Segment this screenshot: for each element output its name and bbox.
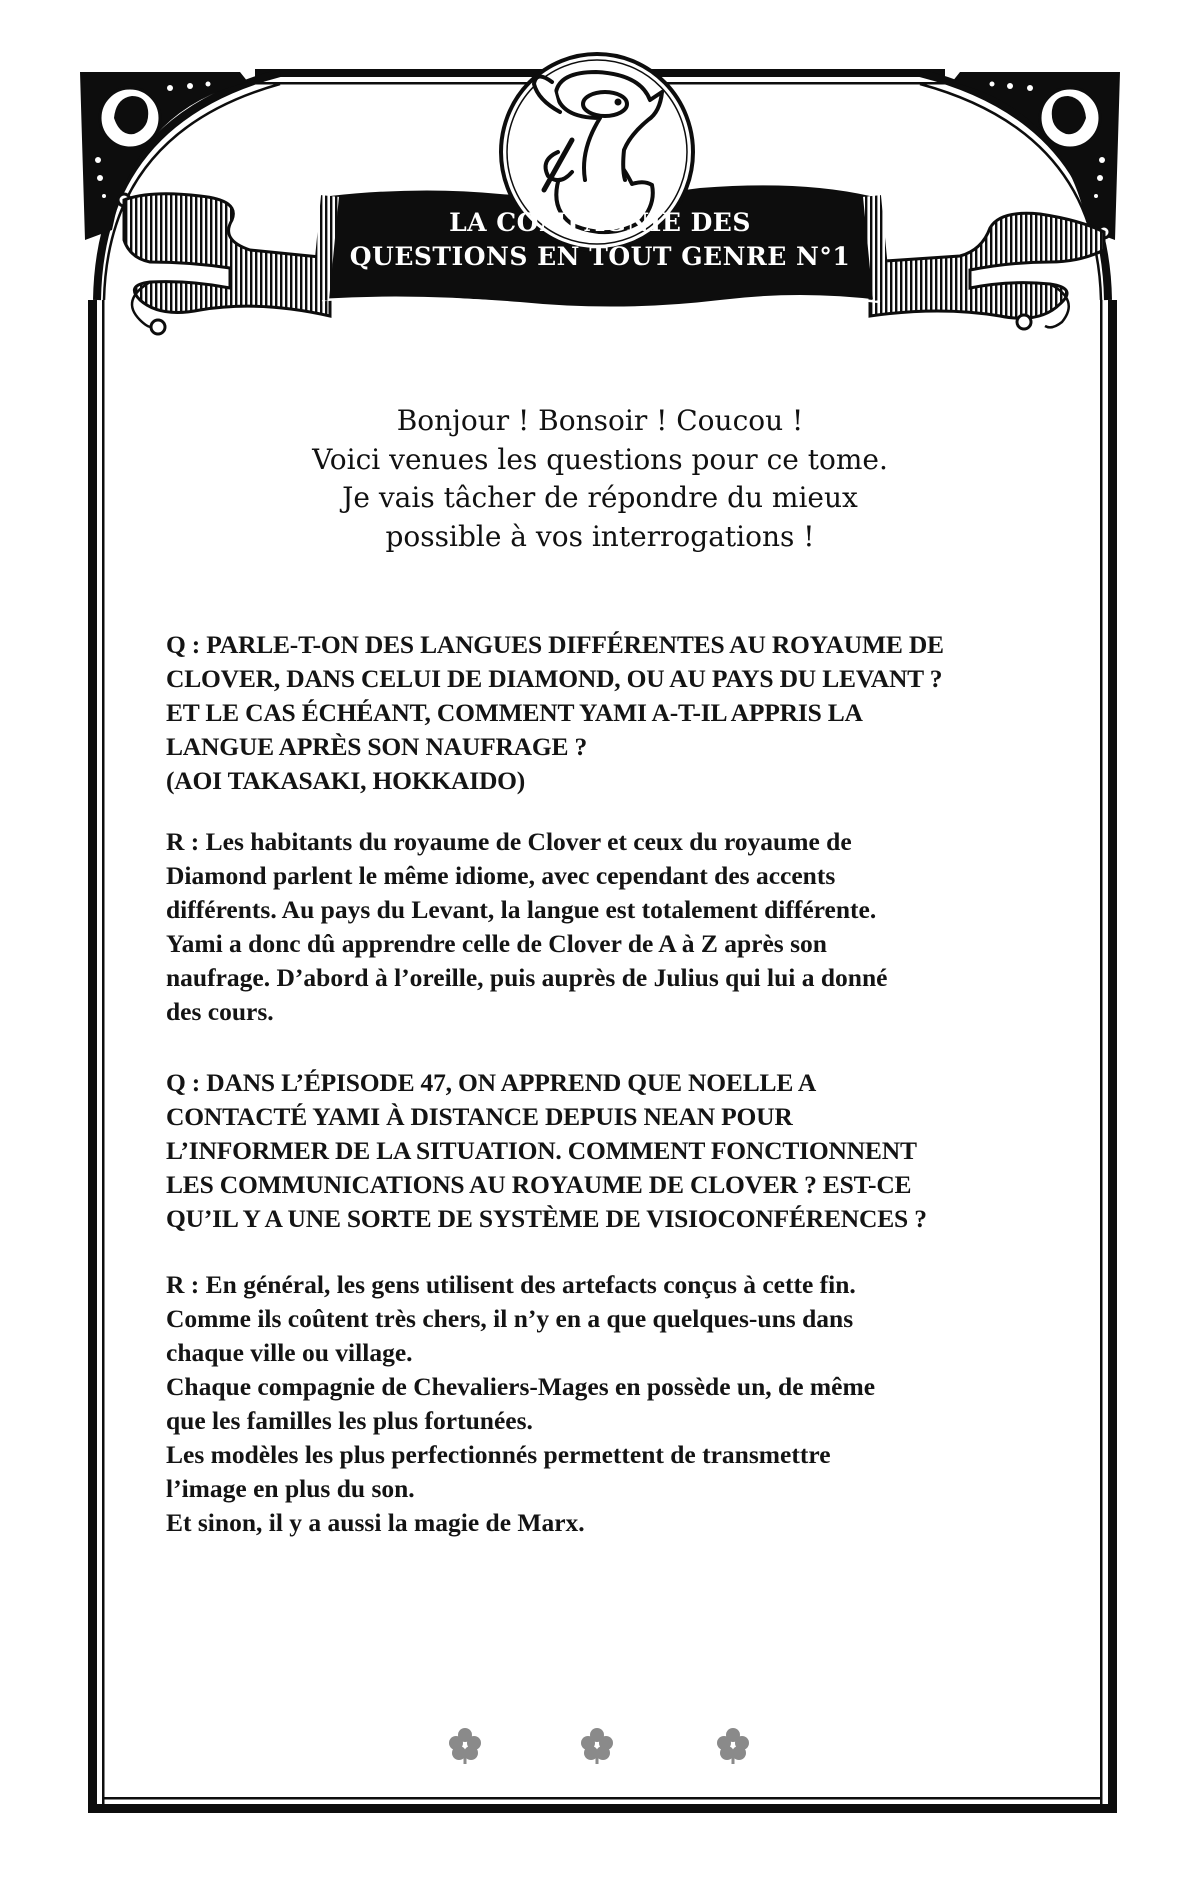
answer-1 — [166, 825, 887, 1029]
answer-line: Comme ils coûtent très chers, il n’y en a que quelques-uns dans — [166, 1304, 854, 1333]
answer-line: l’image en plus du son. — [166, 1474, 415, 1503]
answer-line: Yami a donc dû apprendre celle de Clover de A à Z après son — [166, 929, 827, 958]
section-title — [330, 206, 870, 274]
answer-line: Et sinon, il y a aussi la magie de Marx. — [166, 1508, 585, 1537]
section-title-line: QUESTIONS EN TOUT GENRE N°1 — [349, 242, 851, 271]
intro-line: possible à vos interrogations ! — [385, 519, 815, 553]
answer-line: différents. Au pays du Levant, la langue est totalement différente. — [166, 895, 877, 924]
intro-line: Voici venues les questions pour ce tome. — [312, 442, 888, 476]
question-line: CONTACTÉ YAMI À DISTANCE DEPUIS NEAN POUR — [166, 1102, 793, 1131]
intro-text — [240, 402, 960, 556]
question-line: Q : DANS L’ÉPISODE 47, ON APPREND QUE NOELLE A — [166, 1068, 817, 1097]
intro-line: Je vais tâcher de répondre du mieux — [342, 481, 858, 514]
answer-line: R : Les habitants du royaume de Clover et ceux du royaume de — [166, 827, 852, 856]
question-line: Q : PARLE-T-ON DES LANGUES DIFFÉRENTES AU ROYAUME DE — [166, 630, 944, 659]
answer-line: chaque ville ou village. — [166, 1338, 413, 1367]
question-line: QU’IL Y A UNE SORTE DE SYSTÈME DE VISIOCONFÉRENCES ? — [166, 1204, 927, 1233]
question-author: (AOI TAKASAKI, HOKKAIDO) — [166, 766, 526, 795]
question-line: LES COMMUNICATIONS AU ROYAUME DE CLOVER ? EST-CE — [166, 1170, 912, 1199]
clover-icon — [716, 1726, 750, 1766]
answer-2 — [166, 1268, 875, 1540]
clover-icon — [448, 1726, 482, 1766]
answer-line: Les modèles les plus perfectionnés permettent de transmettre — [166, 1440, 831, 1469]
question-line: LANGUE APRÈS SON NAUFRAGE ? — [166, 732, 588, 761]
answer-line: que les familles les plus fortunées. — [166, 1406, 533, 1435]
clover-icon — [580, 1726, 614, 1766]
section-title-line: LA COMPAGNIE DES — [449, 208, 751, 237]
question-line: CLOVER, DANS CELUI DE DIAMOND, OU AU PAYS DU LEVANT ? — [166, 664, 943, 693]
question-1 — [166, 628, 944, 798]
answer-line: Diamond parlent le même idiome, avec cependant des accents — [166, 861, 836, 890]
answer-line: des cours. — [166, 997, 274, 1026]
question-2 — [166, 1066, 927, 1236]
answer-line: naufrage. D’abord à l’oreille, puis auprès de Julius qui lui a donné — [166, 963, 888, 992]
answer-line: R : En général, les gens utilisent des artefacts conçus à cette fin. — [166, 1270, 856, 1299]
question-line: ET LE CAS ÉCHÉANT, COMMENT YAMI A-T-IL APPRIS LA — [166, 698, 863, 727]
question-line: L’INFORMER DE LA SITUATION. COMMENT FONCTIONNENT — [166, 1136, 917, 1165]
intro-line: Bonjour ! Bonsoir ! Coucou ! — [396, 404, 804, 437]
answer-line: Chaque compagnie de Chevaliers-Mages en possède un, de même — [166, 1372, 876, 1401]
